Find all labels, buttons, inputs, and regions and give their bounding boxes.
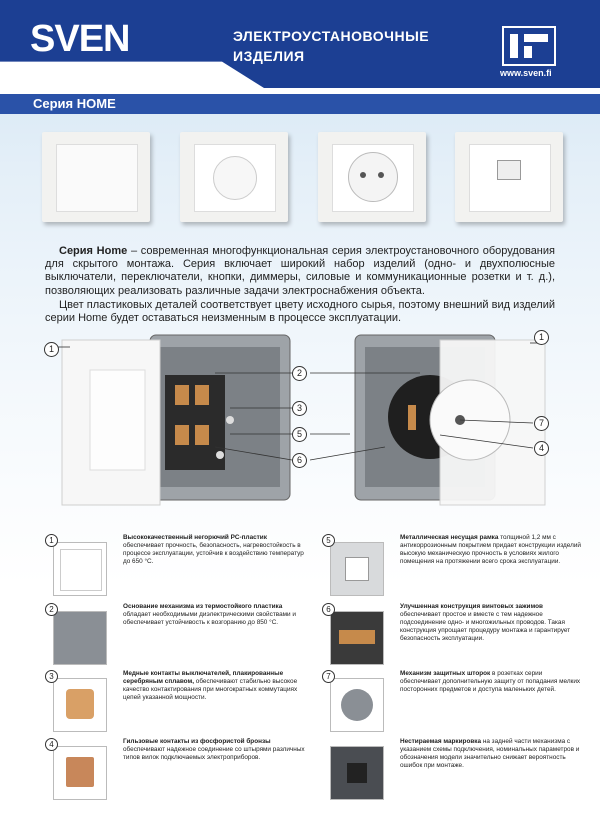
- feature-2-text: Основание механизма из термостойкого пластика обладает необходимыми диэлектрическими свойствами и обеспечивает устойчивость к возгоранию до 850 °C.: [123, 603, 296, 626]
- feature-1-image: [53, 542, 107, 596]
- feature-3: [45, 670, 305, 740]
- corner-logo-icon: [502, 26, 556, 66]
- feature-4-text: Гильзовые контакты из фосфористой бронзы обеспечивают надежное соединение со штырями различных типов вилок подключаемых электроприборов.: [123, 738, 305, 761]
- category-line-2: ИЗДЕЛИЯ: [233, 48, 305, 64]
- callout-1-left: 1: [44, 342, 59, 357]
- feature-3-number: 3: [45, 670, 58, 683]
- category-title: [233, 26, 429, 66]
- feature-4-image: [53, 746, 107, 800]
- feature-4: [45, 738, 305, 808]
- product-dimmer-image: [180, 132, 288, 222]
- callout-7: 7: [534, 416, 549, 431]
- feature-5-image: [330, 542, 384, 596]
- feature-5-number: 5: [322, 534, 335, 547]
- feature-7: [322, 670, 582, 740]
- intro-lead: Серия Home: [59, 245, 128, 257]
- callout-1-right: 1: [534, 330, 549, 345]
- brand-logo: SVEN: [30, 18, 130, 60]
- feature-2: [45, 603, 305, 673]
- feature-1-text: Высококачественный негорючий PC-пластик обеспечивает прочность, безопасность, нагревостойкость в процессе эксплуатации, устойчив к воздействию температур до 650 °C.: [123, 534, 304, 565]
- callout-4: 4: [534, 441, 549, 456]
- feature-5: [322, 534, 582, 604]
- feature-7-number: 7: [322, 670, 335, 683]
- feature-2-number: 2: [45, 603, 58, 616]
- brand-tagline: YOU WANT – WE CAN: [38, 63, 153, 74]
- feature-5-text: Металлическая несущая рамка толщиной 1,2 мм с антикоррозионным покрытием придает конструкции изделий высокую механическую прочность в условиях жилого помещения на протяжении всего срока эксплуатации.: [400, 534, 581, 565]
- callout-2: 2: [292, 366, 307, 381]
- intro-paragraph-2: Цвет пластиковых деталей соответствует цвету исходного сырья, поэтому внешний вид изделий серии Home будет оставаться неизменным в процессе эксплуатации.: [45, 298, 555, 325]
- series-bar: [0, 94, 600, 114]
- feature-4-number: 4: [45, 738, 58, 751]
- intro-paragraph-1: – современная многофункциональная серия электроустановочного оборудования для скрытого монтажа. Серия включает широкий набор изделий (одно- и двухполюсные выключатели, переключатели, кнопки, диммеры, силовые и коммуникационные розетки и т. д.), позволяющих реализовать различные задачи электроснабжения объекта.: [45, 245, 555, 297]
- feature-1: [45, 534, 305, 604]
- feature-6: [322, 603, 582, 673]
- feature-3-image: [53, 678, 107, 732]
- feature-8: [322, 738, 582, 808]
- feature-7-text: Механизм защитных шторок в розетках серии обеспечивает дополнительную защиту от попадания мелких посторонних предметов и доступа маленьких детей.: [400, 670, 581, 693]
- product-socket-image: [318, 132, 426, 222]
- callout-5: 5: [292, 427, 307, 442]
- callout-3: 3: [292, 401, 307, 416]
- feature-6-image: [330, 611, 384, 665]
- feature-1-number: 1: [45, 534, 58, 547]
- feature-6-text: Улучшенная конструкция винтовых зажимов обеспечивает простое и вместе с тем надежное подсоединение одно- и многожильных проводов. Такая конструкция упрощает процедуру монтажа и гарантирует безопасность эксплуатации.: [400, 603, 571, 642]
- feature-3-text: Медные контакты выключателей, плакированные серебряным сплавом, обеспечивают стабильно высокое качество контактирования при многократных коммутациях цепей указанной мощности.: [123, 670, 298, 701]
- feature-7-image: [330, 678, 384, 732]
- feature-2-image: [53, 611, 107, 665]
- product-data-socket-image: [455, 132, 563, 222]
- intro-text: [45, 245, 555, 326]
- feature-8-image: [330, 746, 384, 800]
- callout-6: 6: [292, 453, 307, 468]
- series-title: Серия HOME: [33, 96, 116, 111]
- product-switch-image: [42, 132, 150, 222]
- header: [0, 0, 600, 94]
- website-url: www.sven.fi: [500, 68, 552, 78]
- exploded-diagram: [0, 325, 600, 520]
- category-line-1: ЭЛЕКТРОУСТАНОВОЧНЫЕ: [233, 28, 430, 44]
- feature-6-number: 6: [322, 603, 335, 616]
- feature-8-text: Нестираемая маркировка на задней части механизма с указанием схемы подключения, номинальных параметров и обозначения модели значительно снижает вероятность ошибок при монтаже.: [400, 738, 580, 769]
